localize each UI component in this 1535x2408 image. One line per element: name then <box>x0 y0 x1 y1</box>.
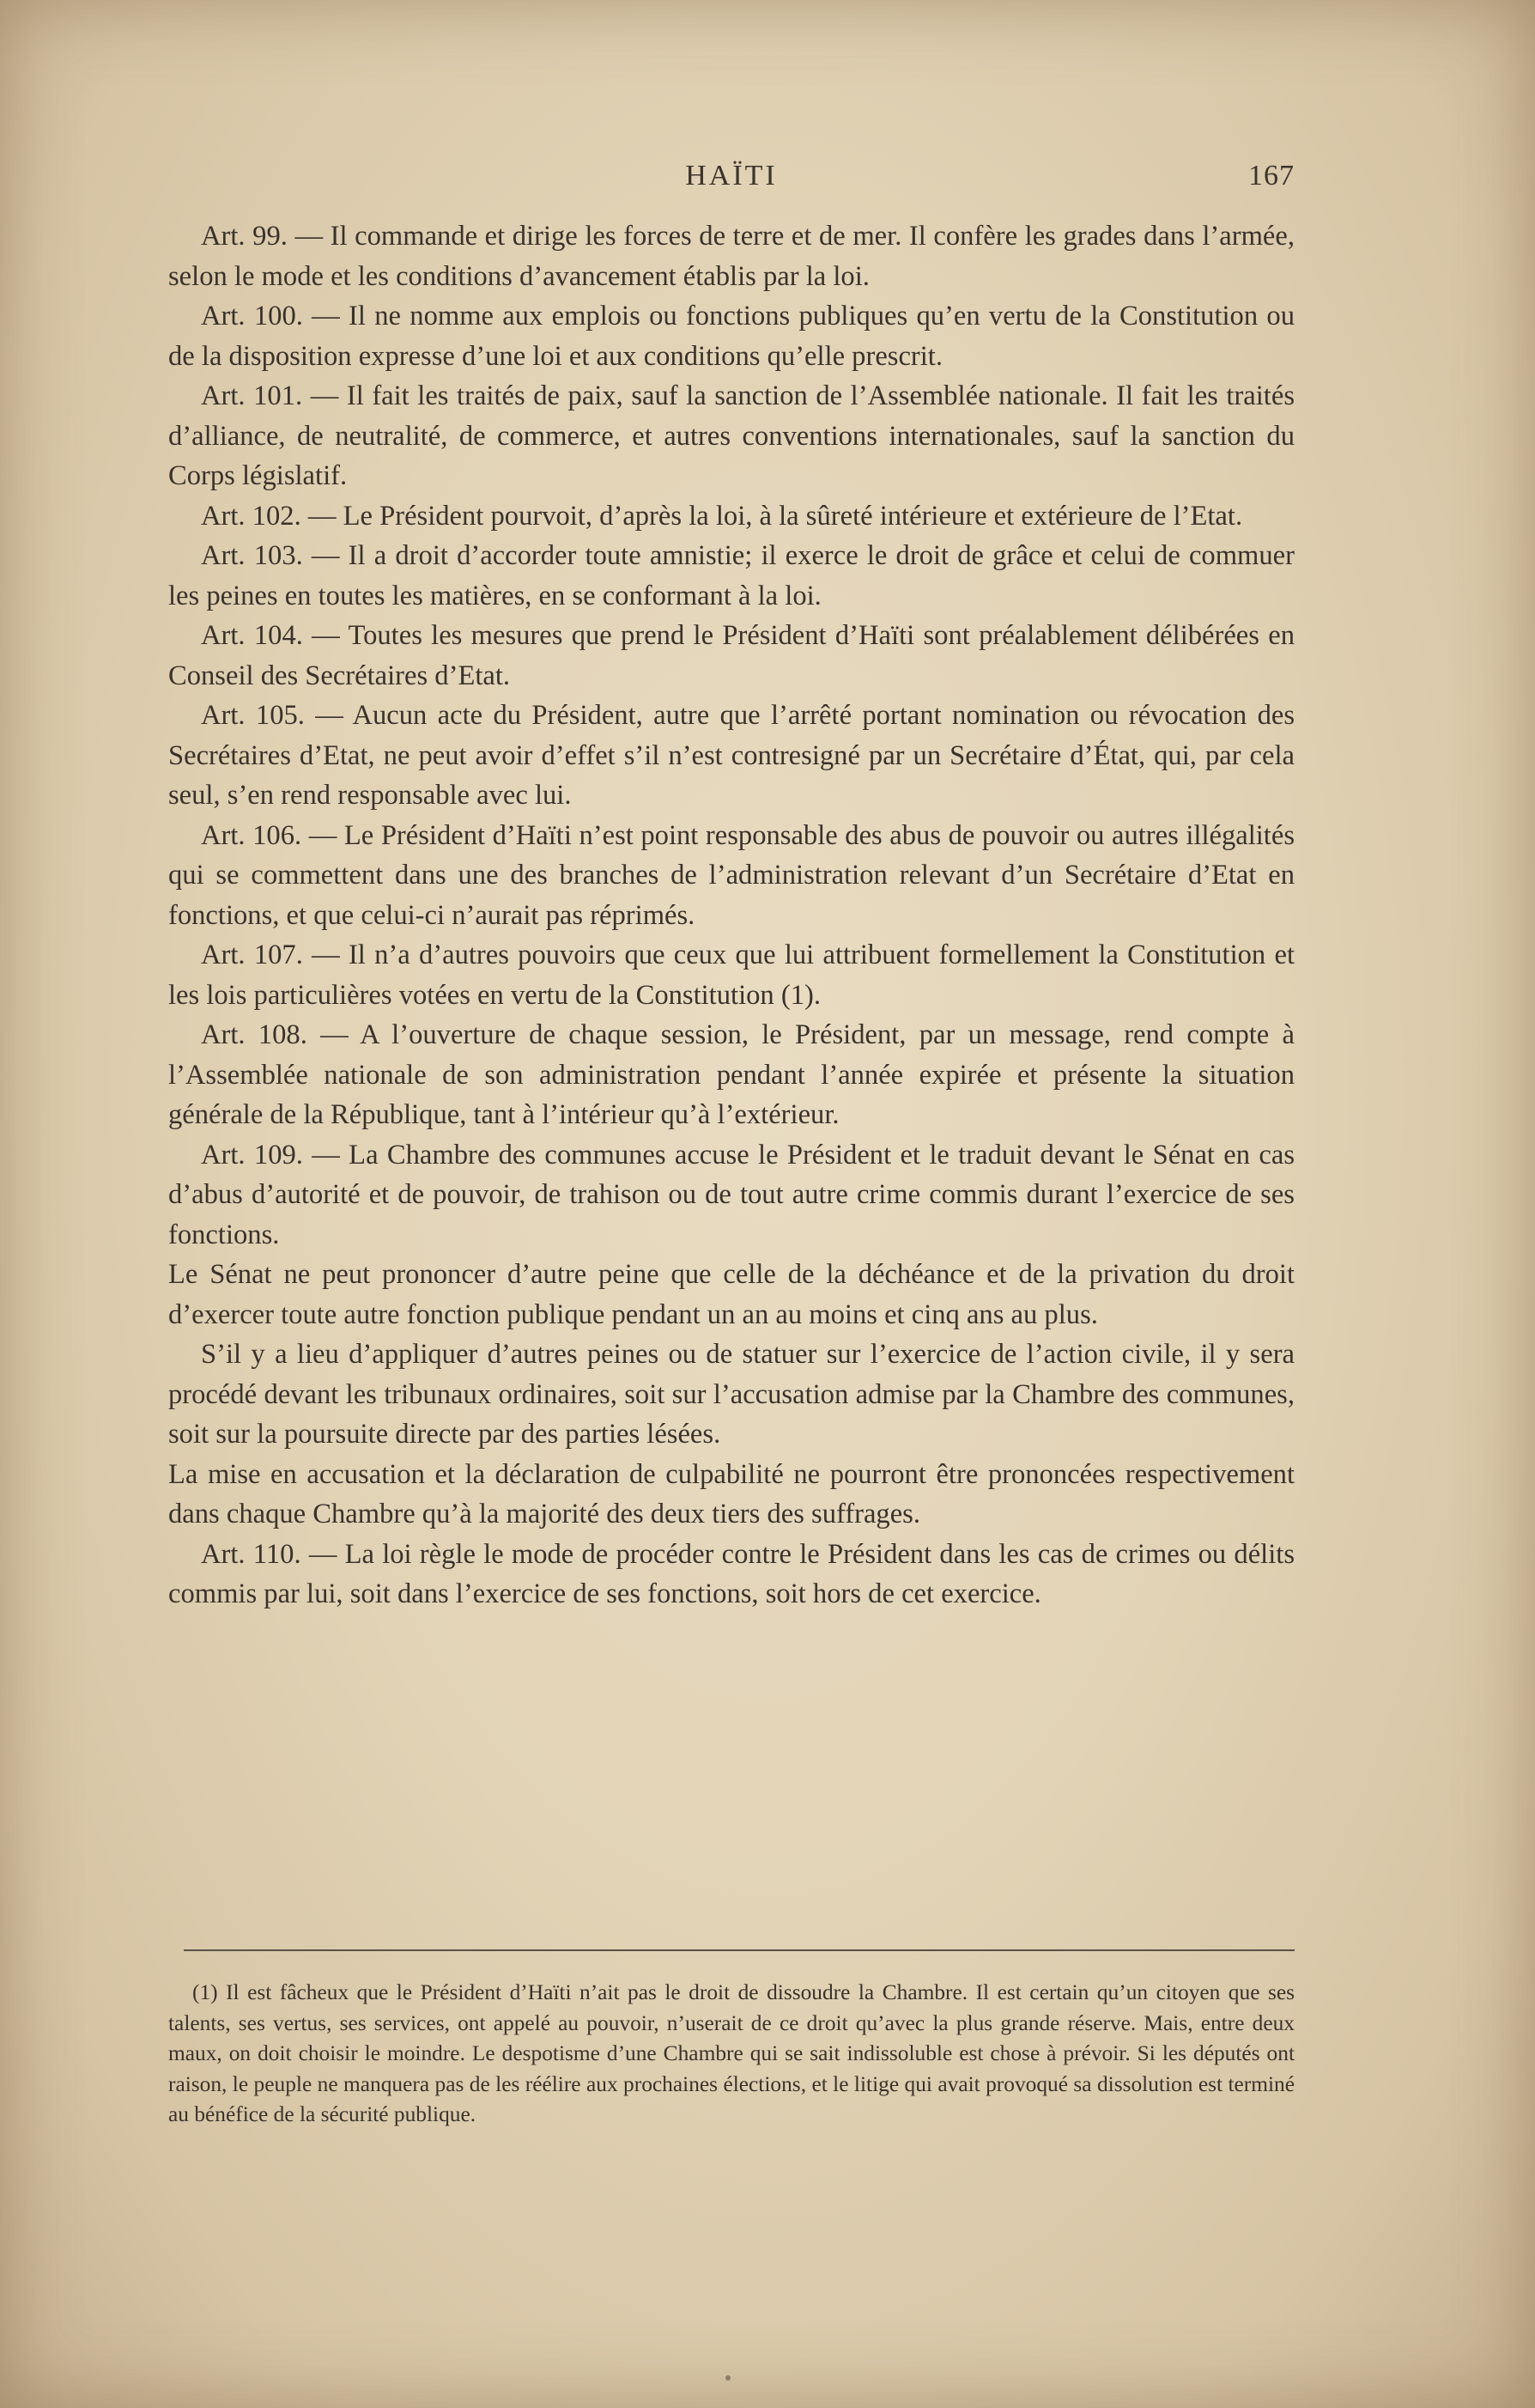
article-104: Art. 104. — Toutes les mesures que prend le Président d’Haïti sont préalablement délibérées en Conseil des Secrétaires d’Etat. <box>168 620 1295 691</box>
footnote: (1) Il est fâcheux que le Président d’Haïti n’ait pas le droit de dissoudre la Chambre. Il est certain qu’un citoyen que ses talents, ses vertus, ses services, ont appelé au pouvoir, n’userait de ce droit qu’avec la plus grande réserve. Mais, entre deux maux, on doit choisir le moindre. Le despotisme d’une Chambre qui se sait indissoluble est chose à prévoir. Si les députés ont raison, le peuple ne manquera pas de les réélire aux prochaines élections, et le litige qui avait provoqué sa dissolution est terminé au bénéfice de la sécurité publique. <box>168 1980 1295 2127</box>
article-100: Art. 100. — Il ne nomme aux emplois ou fonctions publiques qu’en vertu de la Constitution ou de la disposition expresse d’une loi et aux conditions qu’elle prescrit. <box>168 301 1295 372</box>
article-110: Art. 110. — La loi règle le mode de procéder contre le Président dans les cas de crimes ou délits commis par lui, soit dans l’exercice de ses fonctions, soit hors de cet exercice. <box>168 1538 1295 1609</box>
footnote-divider <box>184 1949 1295 1951</box>
article-109-paragraph-4: La mise en accusation et la déclaration de culpabilité ne pourront être prononcées respectivement dans chaque Chambre qu’à la majorité des deux tiers des suffrages. <box>168 1458 1295 1529</box>
article-101: Art. 101. — Il fait les traités de paix, sauf la sanction de l’Assemblée nationale. Il fait les traités d’alliance, de neutralité, de commerce, et autres conventions internationales, sauf la sanction du Corps législatif. <box>168 380 1295 491</box>
article-109-paragraph-3: S’il y a lieu d’appliquer d’autres peines ou de statuer sur l’exercice de l’action civile, il y sera procédé devant les tribunaux ordinaires, soit sur l’accusation admise par la Chambre des communes, soit sur la poursuite directe par des parties lésées. <box>168 1339 1295 1450</box>
article-109-paragraph-2: Le Sénat ne peut prononcer d’autre peine que celle de la déchéance et de la privation du droit d’exercer toute autre fonction publique pendant un an au moins et cinq ans au plus. <box>168 1259 1295 1330</box>
article-102: Art. 102. — Le Président pourvoit, d’après la loi, à la sûreté intérieure et extérieure de l’Etat. <box>201 500 1243 532</box>
article-105: Art. 105. — Aucun acte du Président, autre que l’arrêté portant nomination ou révocation des Secrétaires d’Etat, ne peut avoir d’effet s’il n’est contresigné par un Secrétaire d’État, qui, par cela seul, s’en rend responsable avec lui. <box>168 700 1295 811</box>
article-108: Art. 108. — A l’ouverture de chaque session, le Président, par un message, rend compte à l’Assemblée nationale de son administration pendant l’année expirée et présente la situation générale de la République, tant à l’intérieur qu’à l’extérieur. <box>168 1019 1295 1130</box>
article-103: Art. 103. — Il a droit d’accorder toute amnistie; il exerce le droit de grâce et celui de commuer les peines en toutes les matières, en se conformant à la loi. <box>168 540 1295 611</box>
main-text <box>168 216 1295 1614</box>
paper-speck <box>725 2375 731 2381</box>
article-109: Art. 109. — La Chambre des communes accuse le Président et le traduit devant le Sénat en cas d’abus d’autorité et de pouvoir, de trahison ou de tout autre crime commis durant l’exercice de ses fonctions. <box>168 1139 1295 1250</box>
article-107: Art. 107. — Il n’a d’autres pouvoirs que ceux que lui attribuent formellement la Constitution et les lois particulières votées en vertu de la Constitution (1). <box>168 939 1295 1011</box>
page-number: 167 <box>1248 160 1295 192</box>
running-title: HAÏTI <box>685 160 778 192</box>
article-99: Art. 99. — Il commande et dirige les forces de terre et de mer. Il confère les grades dans l’armée, selon le mode et les conditions d’avancement établis par la loi. <box>168 221 1295 292</box>
running-head <box>168 155 1295 198</box>
article-106: Art. 106. — Le Président d’Haïti n’est point responsable des abus de pouvoir ou autres illégalités qui se commettent dans une des branches de l’administration relevant d’un Secrétaire d’Etat en fonctions, et que celui-ci n’aurait pas réprimés. <box>168 819 1295 931</box>
